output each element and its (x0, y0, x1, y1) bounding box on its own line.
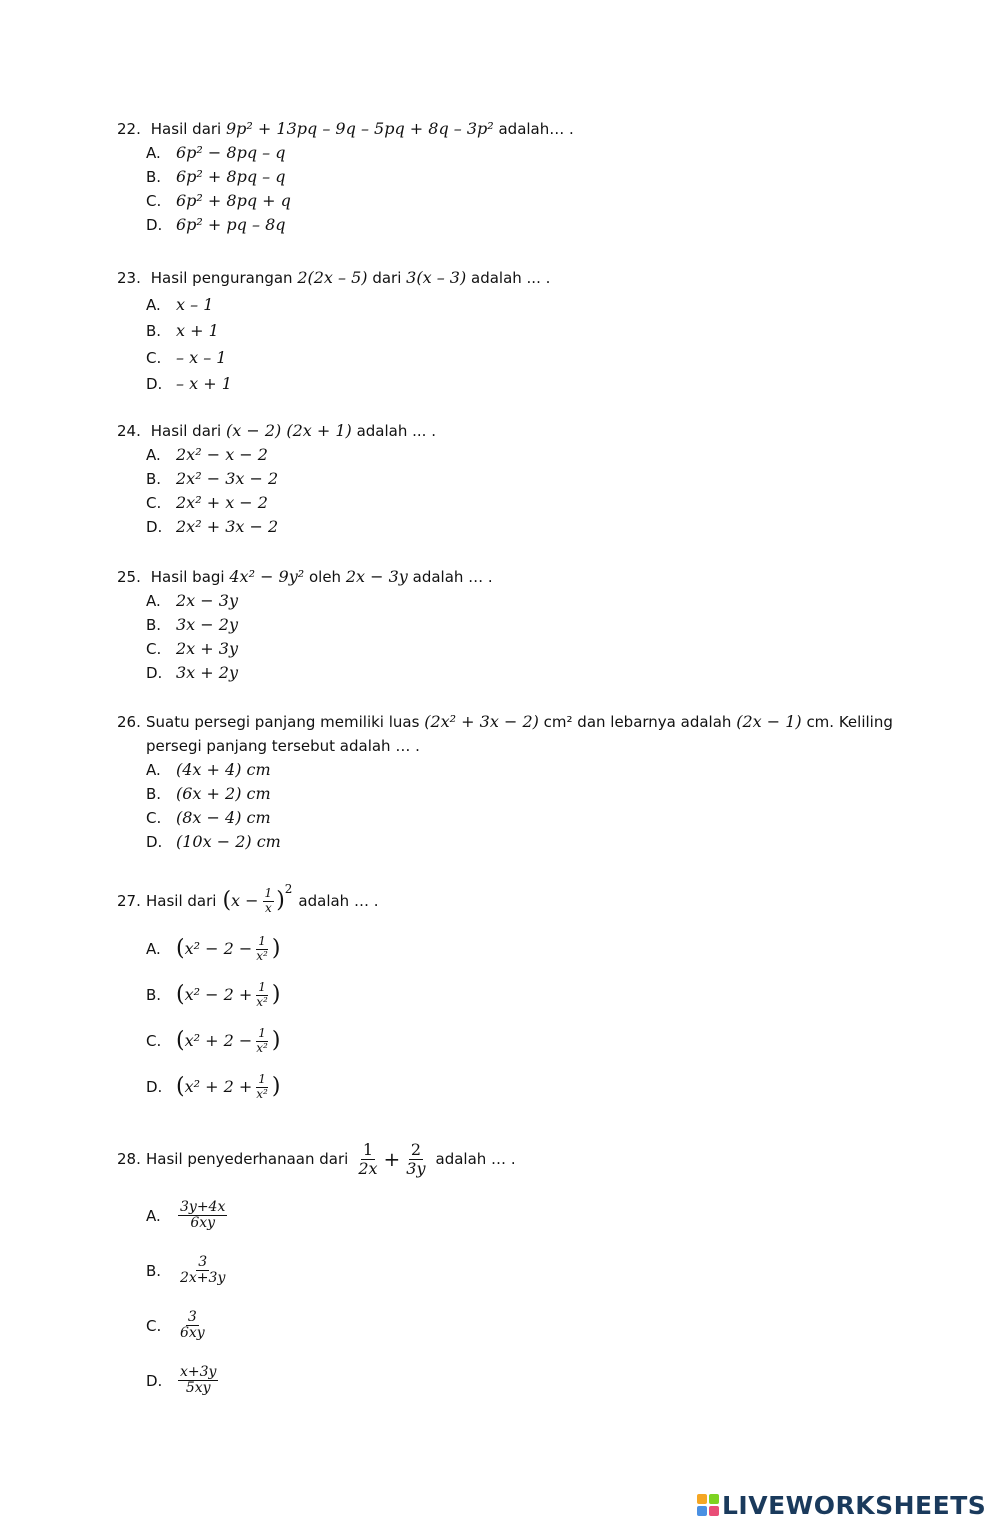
liveworksheets-logo[interactable] (697, 1488, 986, 1522)
option-d[interactable]: D. $\frac{x+3y}{5xy}$ (146, 1363, 217, 1396)
option-b[interactable]: B. 2x² − 3x − 2 (146, 469, 279, 488)
option-c[interactable]: C. 2x + 3y (146, 639, 238, 658)
question-23 (117, 265, 550, 398)
question-stem: 27. Hasil dari ( x − $\frac{1}{x}$ ) 2 adalah … . (117, 882, 379, 915)
option-list (146, 758, 897, 854)
question-stem: 25. Hasil bagi 4x² − 9y² oleh 2x − 3y adalah … . (117, 567, 493, 586)
logo-square-1 (697, 1494, 707, 1504)
option-c[interactable]: C. 2x² + x − 2 (146, 493, 268, 512)
logo-text: LIVEWORKSHEETS (722, 1490, 987, 1520)
logo-mark-icon (697, 1494, 719, 1516)
option-a[interactable]: A. ( x² − 2 − $\frac{1}{\text{x²}}$ ) (146, 934, 281, 963)
option-list (146, 292, 550, 398)
option-d[interactable]: D. 2x² + 3x − 2 (146, 517, 279, 536)
math-expression: ( x − $\frac{1}{x}$ ) 2 (222, 882, 293, 915)
option-d[interactable]: D. ( x² + 2 + $\frac{1}{\text{x²}}$ ) (146, 1072, 281, 1101)
option-list (146, 589, 493, 685)
option-b[interactable]: B. 6p² + 8pq – q (146, 167, 286, 186)
option-b[interactable]: B. x + 1 (146, 321, 219, 340)
question-26 (117, 710, 897, 854)
question-stem: 26. Suatu persegi panjang memiliki luas (2x² + 3x − 2) cm² dan lebarnya adalah (2x − 1) cm. Keliling persegi panjang tersebut adalah … . (117, 712, 893, 755)
option-b[interactable]: B. 3x − 2y (146, 615, 238, 634)
option-c[interactable]: C. ( x² + 2 − $\frac{1}{\text{x²}}$ ) (146, 1026, 281, 1055)
option-a[interactable]: A. 2x² − x − 2 (146, 445, 268, 464)
option-c[interactable]: C. – x – 1 (146, 347, 227, 367)
option-list (146, 443, 436, 539)
option-a[interactable]: A. x – 1 (146, 294, 214, 314)
question-stem: 24. Hasil dari (x − 2) (2x + 1) adalah ... . (117, 421, 436, 440)
math-expression: $\frac{1}{2x}$ + $\frac{2}{3y}$ (358, 1139, 426, 1178)
option-b[interactable]: B. (6x + 2) cm (146, 784, 271, 803)
question-stem: 22. Hasil dari 9p² + 13pq – 9q – 5pq + 8q – 3p² adalah… . (117, 119, 574, 138)
option-a[interactable]: A. (4x + 4) cm (146, 760, 271, 779)
logo-square-4 (709, 1506, 719, 1516)
option-d[interactable]: D. – x + 1 (146, 374, 232, 393)
option-a[interactable]: A. $\frac{3y+4x}{6xy}$ (146, 1198, 226, 1231)
option-b[interactable]: B. ( x² − 2 + $\frac{1}{\text{x²}}$ ) (146, 980, 281, 1009)
question-25 (117, 565, 493, 685)
question-28 (117, 1136, 516, 1408)
logo-square-2 (709, 1494, 719, 1504)
option-b[interactable]: B. $\frac{3}{2x+3y}$ (146, 1253, 226, 1286)
option-c[interactable]: C. $\frac{3}{6xy}$ (146, 1308, 205, 1341)
logo-square-3 (697, 1506, 707, 1516)
option-d[interactable]: D. 6p² + pq – 8q (146, 215, 286, 234)
option-d[interactable]: D. 3x + 2y (146, 663, 238, 682)
option-list (146, 926, 379, 1110)
option-d[interactable]: D. (10x − 2) cm (146, 832, 281, 851)
option-list (146, 1188, 516, 1408)
option-list (146, 141, 574, 237)
question-24 (117, 419, 436, 539)
option-a[interactable]: A. 6p² − 8pq – q (146, 143, 286, 162)
option-c[interactable]: C. (8x − 4) cm (146, 808, 271, 827)
question-27 (117, 878, 379, 1110)
option-a[interactable]: A. 2x − 3y (146, 591, 238, 610)
option-c[interactable]: C. 6p² + 8pq + q (146, 191, 291, 210)
question-stem: 28. Hasil penyederhanaan dari $\frac{1}{2x}$ + $\frac{2}{3y}$ adalah … . (117, 1139, 516, 1178)
question-stem: 23. Hasil pengurangan 2(2x – 5) dari 3(x – 3) adalah ... . (117, 268, 551, 287)
question-22 (117, 117, 574, 237)
math-expression: 9p² + 13pq – 9q – 5pq + 8q – 3p² (226, 119, 494, 138)
